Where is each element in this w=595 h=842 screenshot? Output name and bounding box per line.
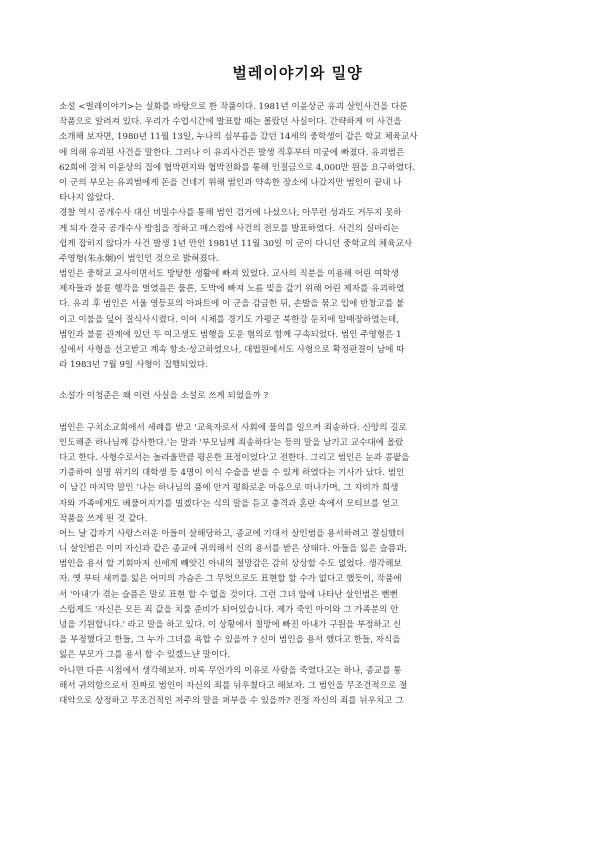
- text-line: 서 '아내'가 겪는 슬픔은 말로 표현 할 수 없을 것이다. 그런 그녀 앞에 나타난 살인범은 뻔뻔: [59, 589, 398, 600]
- text-line: 기증하여 실명 위기의 대학생 등 4명이 이식 수술을 받을 수 있게 하였다는 기사가 났다. 범인: [59, 468, 405, 479]
- text-line: 범인은 구치소교회에서 세례를 받고 '교육자로서 사회에 물의를 일으켜 죄송하다. 신앙의 길로: [59, 422, 407, 433]
- text-line: 작품을 쓰게 된 것 같다.: [59, 513, 148, 524]
- text-line: 다고 한다. 사형수로서는 놀라울만큼 평온한 표정이었다'고 전한다. 그리고 범인은 눈과 콩팥을: [59, 452, 410, 463]
- text-line: 이고 이불을 덮어 질식사시켰다. 이어 시체를 경기도 가평군 북한강 둔치에 암매장하였는데,: [59, 314, 399, 325]
- text-line: 잃은 부모가 그를 용서 할 수 있겠느냔 말이다.: [59, 650, 231, 661]
- text-line: 타나지 않았다.: [59, 193, 115, 204]
- text-line: 니 살인범은 이미 자신과 같은 종교에 귀의해서 신의 용서를 받은 상태다. 아들을 잃은 슬픔과,: [59, 544, 408, 555]
- paragraph: [59, 421, 545, 710]
- text-line: 이 남긴 마지막 말인 '나는 하나님의 품에 안겨 평화로운 마음으로 떠나가며, 그 자비가 희생: [59, 483, 399, 494]
- text-line: 이 군의 부모는 유괴범에게 돈을 건네기 위해 범인과 약속한 장소에 나갔지만 범인이 끝내 나: [59, 177, 402, 188]
- text-line: 제자들과 불륜 행각을 벌였음은 물론, 도박에 빠져 노름 빚을 갚기 위해 어린 제자를 유괴하였: [59, 284, 405, 295]
- text-line: 에 의해 유괴된 사건을 말한다. 그러나 이 유괴사건은 발생 직후부터 미궁에 빠졌다. 유괴범은: [59, 147, 405, 158]
- text-line: 아니면 다른 시점에서 생각해보자. 비록 무언가의 이유로 사람을 죽였다고는 하나, 종교를 통: [59, 665, 402, 676]
- paragraph: [59, 389, 545, 404]
- text-line: 쉽게 잡히지 않다가 사건 발생 1년 만인 1981년 11월 30일 이 군이 다니던 중학교의 체육교사: [59, 238, 413, 249]
- text-line: 범인과 불륜 관계에 있던 두 여고생도 범행을 도운 혐의로 함께 구속되었다. 범인 주영형은 1: [59, 329, 402, 340]
- text-line: 심에서 사형을 선고받고 계속 항소·상고하였으나, 대법원에서도 사형으로 확정판결이 남에 따: [59, 345, 405, 355]
- text-line: 어느 날 갑자기 사랑스러운 아들이 살해당하고, 종교에 기대서 살인범을 용서하려고 결심했더: [59, 528, 405, 539]
- text-line: 녕을 기원합니다.' 라고 말을 하고 있다. 이 상황에서 절망에 빠진 아내가 구원을 부정하고 신: [59, 620, 402, 630]
- text-line: 범인을 용서 할 기회마저 신에게 빼앗긴 아내의 절망감은 감히 상상할 수도 없었다. 생각해보: [59, 559, 402, 570]
- document-body: [59, 100, 545, 709]
- paragraph: [59, 100, 545, 373]
- text-line: 자와 가족에게도 베풀어지기를 빌겠다'는 식의 말을 듣고 충격과 혼란 속에서 모티브를 얻고: [59, 498, 399, 509]
- document-title: 벌레이야기와 밀양: [232, 64, 363, 82]
- text-line: 라 1983년 7월 9일 사형이 집행되었다.: [59, 360, 208, 371]
- text-line: 해서 귀의함으로서 진짜로 범인이 자신의 죄를 뉘우쳤다고 해보자. 그 범인을 무조건적으로 절: [59, 680, 408, 691]
- paragraph-spacer: [59, 405, 545, 421]
- text-line: 게 되자 결국 공개수사 방침을 정하고 매스컴에 사건의 전모를 발표하였다. 사건의 실마리는: [59, 223, 399, 234]
- text-line: 작품으로 알려져 있다. 우리가 수업시간에 발표할 때는 몰랐던 사실이다. 간략하게 이 사건을: [59, 117, 402, 128]
- paragraph-spacer: [59, 373, 545, 389]
- text-line: 대악으로 상정하고 무조건적인 저주의 말을 퍼부을 수 있을까? 진정 자신의 죄를 뉘우치고 그: [59, 695, 404, 706]
- text-line: 소개해 보자면, 1980년 11월 13일, 누나의 심부름을 갔던 14세의 중학생이 같은 학교 체육교사: [59, 132, 418, 143]
- text-line: 자. 옛 부터 새끼를 잃은 어미의 가슴은 그 무엇으로도 표현할 할 수가 없다고 했듯이, 작품에: [59, 574, 402, 585]
- text-line: 을 부정했다고 한들, 그 누가 그녀를 욕할 수 있을까 ? 신이 범인을 용서 했다고 한들, 자식을: [59, 635, 401, 646]
- text-line: 스럽게도 '자신은 모든 죄 값을 치룰 준비가 되어있습니다. 제가 죽인 아이와 그 가족분의 안: [59, 604, 399, 615]
- text-line: 범인은 중학교 교사이면서도 방탕한 생활에 빠져 있었다. 교사의 직분을 이용해 어린 여학생: [59, 269, 399, 280]
- text-line: 인도해준 하나님께 감사한다.'는 말과 '부모님께 죄송하다'는 등의 말을 남기고 교수대에 올랐: [59, 437, 404, 448]
- text-line: 경찰 역시 공개수사 대신 비밀수사를 통해 범인 검거에 나섰으나, 아무런 성과도 거두지 못하: [59, 208, 402, 219]
- text-line: 소설 <벌레이야기>는 실화를 바탕으로 한 작품이다. 1981년 이윤상군 유괴 살인사건을 다룬: [59, 102, 408, 112]
- text-line: 62회에 걸쳐 이윤상의 집에 협박편지와 협박전화를 통해 인질금으로 4,000만 원을 요구하였다.: [59, 162, 416, 173]
- text-line: 다. 유괴 후 범인은 서울 영등포의 아파트에 이 군을 감금한 뒤, 손발을 묶고 입에 반창고를 붙: [59, 299, 405, 310]
- text-line: 소설가 이청준은 왜 이런 사실을 소설로 쓰게 되었을까 ?: [59, 391, 269, 402]
- text-line: 주영형(朱永炯)이 범인인 것으로 밝혀졌다.: [59, 253, 219, 264]
